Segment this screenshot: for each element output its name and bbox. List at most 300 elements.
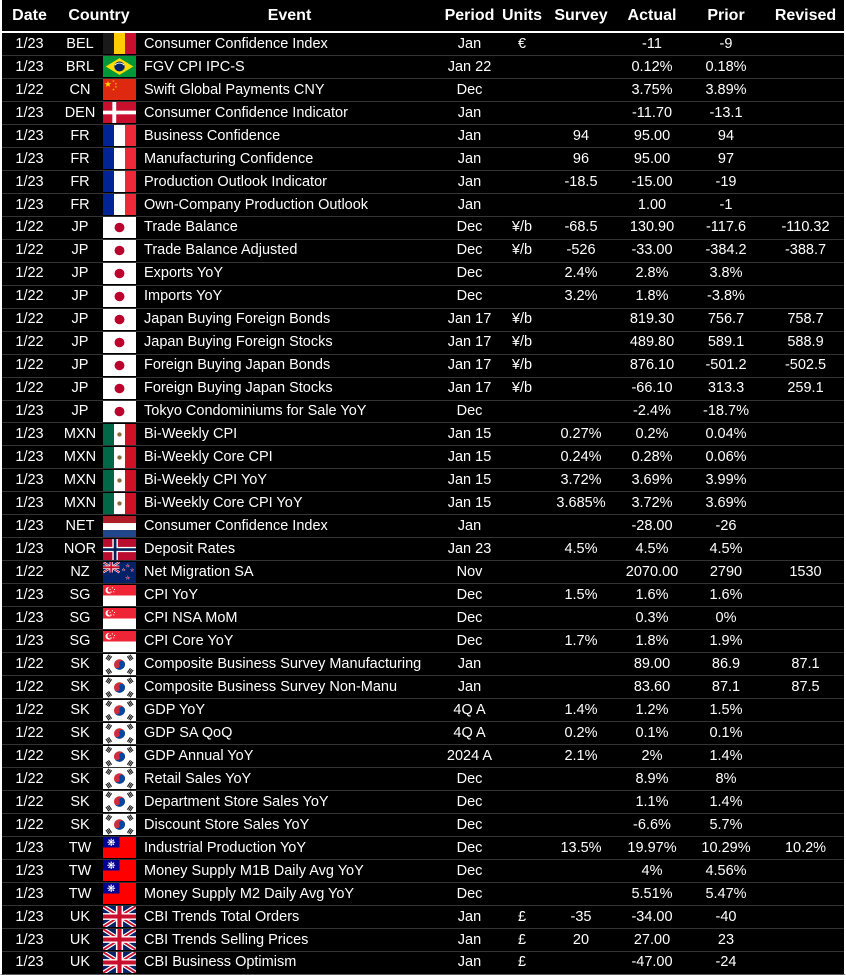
- prior-cell: -18.7%: [703, 403, 749, 420]
- event-cell: Composite Business Survey Non-Manu: [144, 678, 398, 695]
- event-cell: CBI Trends Selling Prices: [144, 931, 309, 948]
- flag-icon-jp: [103, 240, 141, 262]
- survey-cell: 0.24%: [560, 449, 602, 466]
- actual-cell: 2.8%: [635, 265, 669, 282]
- flag-icon-sk: [103, 768, 141, 790]
- column-header-country: Country: [68, 6, 130, 24]
- date-cell: 1/23: [15, 609, 44, 626]
- period-cell: Jan: [457, 35, 482, 52]
- event-cell: Money Supply M1B Daily Avg YoY: [144, 862, 364, 879]
- column-header-prior: Prior: [707, 6, 745, 24]
- country-code-cell: SG: [69, 586, 91, 603]
- date-cell: 1/22: [15, 816, 44, 833]
- prior-cell: 1.4%: [709, 747, 743, 764]
- column-header-event: Event: [267, 6, 312, 24]
- prior-cell: -24: [715, 954, 737, 971]
- prior-cell: -3.8%: [707, 288, 745, 305]
- table-row: [2, 78, 844, 101]
- country-code-cell: TW: [68, 885, 92, 902]
- flag-icon-nz: [103, 561, 141, 583]
- period-cell: Jan: [457, 104, 482, 121]
- table-row: [2, 308, 844, 331]
- flag-icon-mxn: [103, 446, 141, 468]
- period-cell: Dec: [456, 265, 483, 282]
- date-cell: 1/22: [15, 770, 44, 787]
- event-cell: CPI Core YoY: [144, 632, 234, 649]
- period-cell: Jan: [457, 173, 482, 190]
- actual-cell: -15.00: [631, 173, 673, 190]
- period-cell: Jan: [457, 954, 482, 971]
- table-row: [2, 193, 844, 216]
- event-cell: Foreign Buying Japan Stocks: [144, 380, 333, 397]
- country-code-cell: SK: [70, 655, 90, 672]
- actual-cell: 95.00: [633, 127, 671, 144]
- survey-cell: 3.2%: [564, 288, 598, 305]
- date-cell: 1/23: [15, 449, 44, 466]
- date-cell: 1/23: [15, 472, 44, 489]
- table-header-row: [2, 0, 844, 33]
- country-code-cell: SG: [69, 609, 91, 626]
- date-cell: 1/23: [15, 954, 44, 971]
- country-code-cell: FR: [70, 150, 90, 167]
- country-code-cell: SK: [70, 770, 90, 787]
- country-code-cell: UK: [69, 908, 91, 925]
- table-row: [2, 767, 844, 790]
- units-cell: €: [517, 35, 527, 52]
- table-row: [2, 468, 844, 491]
- table-row: [2, 514, 844, 537]
- table-row: [2, 377, 844, 400]
- date-cell: 1/23: [15, 931, 44, 948]
- column-header-actual: Actual: [627, 6, 677, 24]
- date-cell: 1/23: [15, 403, 44, 420]
- survey-cell: 2.1%: [564, 747, 598, 764]
- period-cell: Dec: [456, 81, 483, 98]
- prior-cell: 3.89%: [705, 81, 747, 98]
- actual-cell: -6.6%: [633, 816, 671, 833]
- prior-cell: -9: [719, 35, 733, 52]
- country-code-cell: UK: [69, 954, 91, 971]
- actual-cell: 4%: [641, 862, 663, 879]
- survey-cell: -526: [566, 242, 596, 259]
- event-cell: Bi-Weekly Core CPI: [144, 449, 273, 466]
- table-row: [2, 583, 844, 606]
- table-row: [2, 422, 844, 445]
- event-cell: Foreign Buying Japan Bonds: [144, 357, 331, 374]
- date-cell: 1/23: [15, 586, 44, 603]
- actual-cell: 1.6%: [635, 586, 669, 603]
- period-cell: Jan 17: [447, 380, 492, 397]
- actual-cell: 876.10: [629, 357, 675, 374]
- table-row: [2, 170, 844, 193]
- period-cell: 2024 A: [446, 747, 493, 764]
- actual-cell: 3.69%: [631, 472, 673, 489]
- period-cell: Dec: [456, 403, 483, 420]
- country-code-cell: NZ: [70, 564, 90, 581]
- period-cell: Jan 15: [447, 472, 492, 489]
- flag-icon-nor: [103, 538, 141, 560]
- event-cell: Bi-Weekly Core CPI YoY: [144, 495, 303, 512]
- table-row: [2, 859, 844, 882]
- flag-icon-jp: [103, 378, 141, 400]
- table-row: [2, 698, 844, 721]
- date-cell: 1/22: [15, 564, 44, 581]
- prior-cell: 3.8%: [709, 265, 743, 282]
- prior-cell: 97: [717, 150, 735, 167]
- event-cell: Consumer Confidence Index: [144, 35, 328, 52]
- survey-cell: -35: [570, 908, 592, 925]
- flag-icon-tw: [103, 837, 141, 859]
- actual-cell: 19.97%: [627, 839, 677, 856]
- units-cell: ¥/b: [511, 311, 533, 328]
- country-code-cell: MXN: [63, 426, 97, 443]
- prior-cell: 1.5%: [709, 701, 743, 718]
- table-row: [2, 147, 844, 170]
- survey-cell: 2.4%: [564, 265, 598, 282]
- column-header-date: Date: [12, 6, 47, 24]
- prior-cell: -1: [719, 196, 733, 213]
- date-cell: 1/23: [15, 196, 44, 213]
- prior-cell: 1.9%: [709, 632, 743, 649]
- table-row: [2, 629, 844, 652]
- event-cell: Own-Company Production Outlook: [144, 196, 369, 213]
- prior-cell: 94: [717, 127, 735, 144]
- country-code-cell: SK: [70, 701, 90, 718]
- actual-cell: 1.1%: [635, 793, 669, 810]
- event-cell: CPI NSA MoM: [144, 609, 238, 626]
- country-code-cell: NET: [65, 518, 95, 535]
- flag-icon-brl: [103, 56, 141, 78]
- flag-icon-uk: [103, 929, 141, 951]
- period-cell: Jan: [457, 150, 482, 167]
- actual-cell: 5.51%: [631, 885, 673, 902]
- country-code-cell: JP: [71, 219, 89, 236]
- event-cell: Deposit Rates: [144, 541, 236, 558]
- event-cell: Net Migration SA: [144, 564, 254, 581]
- flag-icon-sk: [103, 699, 141, 721]
- date-cell: 1/22: [15, 219, 44, 236]
- event-cell: Manufacturing Confidence: [144, 150, 314, 167]
- actual-cell: 89.00: [633, 655, 671, 672]
- actual-cell: 819.30: [629, 311, 675, 328]
- revised-cell: 87.1: [791, 655, 820, 672]
- period-cell: Dec: [456, 632, 483, 649]
- units-cell: ¥/b: [511, 357, 533, 374]
- period-cell: Jan 22: [447, 58, 492, 75]
- period-cell: Jan: [457, 678, 482, 695]
- flag-icon-sk: [103, 676, 141, 698]
- country-code-cell: BEL: [66, 35, 94, 52]
- actual-cell: -11.70: [631, 104, 673, 121]
- table-row: [2, 882, 844, 905]
- date-cell: 1/22: [15, 793, 44, 810]
- actual-cell: -66.10: [631, 380, 673, 397]
- country-code-cell: JP: [71, 357, 89, 374]
- period-cell: Nov: [456, 564, 483, 581]
- prior-cell: -384.2: [705, 242, 747, 259]
- revised-cell: 259.1: [787, 380, 824, 397]
- actual-cell: 2%: [641, 747, 663, 764]
- survey-cell: 96: [572, 150, 590, 167]
- flag-icon-sg: [103, 584, 141, 606]
- country-code-cell: BRL: [65, 58, 95, 75]
- table-row: [2, 951, 844, 974]
- survey-cell: 0.2%: [564, 724, 598, 741]
- survey-cell: 1.5%: [564, 586, 598, 603]
- actual-cell: 1.00: [637, 196, 667, 213]
- units-cell: ¥/b: [511, 219, 533, 236]
- period-cell: Jan 17: [447, 357, 492, 374]
- table-row: [2, 124, 844, 147]
- country-code-cell: CN: [69, 81, 91, 98]
- period-cell: Dec: [456, 885, 483, 902]
- table-row: [2, 445, 844, 468]
- table-row: [2, 400, 844, 423]
- prior-cell: 1.6%: [709, 586, 743, 603]
- period-cell: Jan: [457, 196, 482, 213]
- flag-icon-uk: [103, 952, 141, 974]
- survey-cell: -68.5: [564, 219, 598, 236]
- prior-cell: 87.1: [711, 678, 741, 695]
- prior-cell: -501.2: [705, 357, 747, 374]
- prior-cell: 0.04%: [705, 426, 747, 443]
- flag-icon-net: [103, 515, 141, 537]
- flag-icon-mxn: [103, 423, 141, 445]
- country-code-cell: JP: [71, 242, 89, 259]
- date-cell: 1/23: [15, 173, 44, 190]
- flag-icon-jp: [103, 332, 141, 354]
- flag-icon-jp: [103, 286, 141, 308]
- period-cell: Dec: [456, 586, 483, 603]
- actual-cell: 1.8%: [635, 288, 669, 305]
- prior-cell: -19: [715, 173, 737, 190]
- table-row: [2, 537, 844, 560]
- prior-cell: 0.06%: [705, 449, 747, 466]
- period-cell: Jan: [457, 655, 482, 672]
- event-cell: GDP SA QoQ: [144, 724, 233, 741]
- country-code-cell: SK: [70, 816, 90, 833]
- flag-icon-jp: [103, 217, 141, 239]
- flag-icon-fr: [103, 148, 141, 170]
- column-header-period: Period: [444, 6, 495, 24]
- period-cell: Dec: [456, 816, 483, 833]
- flag-icon-tw: [103, 860, 141, 882]
- country-code-cell: SK: [70, 793, 90, 810]
- event-cell: Tokyo Condominiums for Sale YoY: [144, 403, 367, 420]
- event-cell: Discount Store Sales YoY: [144, 816, 310, 833]
- prior-cell: 3.69%: [705, 495, 747, 512]
- country-code-cell: SK: [70, 747, 90, 764]
- prior-cell: -117.6: [705, 219, 747, 236]
- period-cell: Jan: [457, 518, 482, 535]
- survey-cell: 94: [572, 127, 590, 144]
- table-row: [2, 354, 844, 377]
- flag-icon-sk: [103, 653, 141, 675]
- actual-cell: -2.4%: [633, 403, 671, 420]
- flag-icon-sk: [103, 814, 141, 836]
- date-cell: 1/23: [15, 908, 44, 925]
- event-cell: Industrial Production YoY: [144, 839, 307, 856]
- event-cell: Trade Balance: [144, 219, 238, 236]
- date-cell: 1/22: [15, 701, 44, 718]
- date-cell: 1/22: [15, 334, 44, 351]
- period-cell: Jan: [457, 127, 482, 144]
- event-cell: GDP Annual YoY: [144, 747, 254, 764]
- period-cell: Dec: [456, 770, 483, 787]
- actual-cell: 0.1%: [635, 724, 669, 741]
- survey-cell: 4.5%: [564, 541, 598, 558]
- date-cell: 1/23: [15, 104, 44, 121]
- prior-cell: 0.18%: [705, 58, 747, 75]
- revised-cell: 1530: [789, 564, 822, 581]
- table-row: [2, 560, 844, 583]
- date-cell: 1/22: [15, 288, 44, 305]
- table-row: [2, 262, 844, 285]
- country-code-cell: NOR: [63, 541, 97, 558]
- prior-cell: -13.1: [709, 104, 743, 121]
- event-cell: CBI Trends Total Orders: [144, 908, 300, 925]
- country-code-cell: JP: [71, 288, 89, 305]
- country-code-cell: TW: [68, 862, 92, 879]
- revised-cell: -502.5: [784, 357, 827, 374]
- date-cell: 1/23: [15, 426, 44, 443]
- event-cell: Consumer Confidence Indicator: [144, 104, 348, 121]
- units-cell: ¥/b: [511, 380, 533, 397]
- actual-cell: -47.00: [631, 954, 673, 971]
- table-row: [2, 331, 844, 354]
- units-cell: £: [517, 908, 527, 925]
- flag-icon-jp: [103, 401, 141, 423]
- flag-icon-uk: [103, 906, 141, 928]
- period-cell: Jan: [457, 931, 482, 948]
- revised-cell: 10.2%: [784, 839, 827, 856]
- actual-cell: 0.28%: [631, 449, 673, 466]
- date-cell: 1/23: [15, 495, 44, 512]
- country-code-cell: DEN: [64, 104, 96, 121]
- event-cell: Bi-Weekly CPI: [144, 426, 238, 443]
- actual-cell: 0.12%: [631, 58, 673, 75]
- event-cell: Trade Balance Adjusted: [144, 242, 298, 259]
- country-code-cell: SG: [69, 632, 91, 649]
- country-code-cell: UK: [69, 931, 91, 948]
- prior-cell: 4.56%: [705, 862, 747, 879]
- period-cell: Jan: [457, 908, 482, 925]
- date-cell: 1/22: [15, 655, 44, 672]
- table-row: [2, 239, 844, 262]
- actual-cell: 95.00: [633, 150, 671, 167]
- actual-cell: -34.00: [631, 908, 673, 925]
- units-cell: £: [517, 954, 527, 971]
- event-cell: Money Supply M2 Daily Avg YoY: [144, 885, 355, 902]
- table-row: [2, 928, 844, 951]
- survey-cell: -18.5: [564, 173, 598, 190]
- country-code-cell: MXN: [63, 495, 97, 512]
- revised-cell: -110.32: [781, 219, 830, 236]
- actual-cell: 0.3%: [635, 609, 669, 626]
- date-cell: 1/23: [15, 518, 44, 535]
- prior-cell: 4.5%: [709, 541, 743, 558]
- survey-cell: 1.7%: [564, 632, 598, 649]
- actual-cell: 0.2%: [635, 426, 669, 443]
- date-cell: 1/22: [15, 242, 44, 259]
- units-cell: ¥/b: [511, 242, 533, 259]
- period-cell: Jan 15: [447, 495, 492, 512]
- prior-cell: 1.4%: [709, 793, 743, 810]
- actual-cell: 27.00: [633, 931, 671, 948]
- event-cell: GDP YoY: [144, 701, 206, 718]
- flag-icon-jp: [103, 355, 141, 377]
- actual-cell: 3.72%: [631, 495, 673, 512]
- table-row: [2, 836, 844, 859]
- flag-icon-tw: [103, 883, 141, 905]
- period-cell: Dec: [456, 793, 483, 810]
- country-code-cell: FR: [70, 196, 90, 213]
- survey-cell: 13.5%: [560, 839, 602, 856]
- table-row: [2, 675, 844, 698]
- event-cell: Japan Buying Foreign Bonds: [144, 311, 331, 328]
- event-cell: Composite Business Survey Manufacturing: [144, 655, 422, 672]
- flag-icon-den: [103, 102, 141, 124]
- country-code-cell: JP: [71, 334, 89, 351]
- period-cell: Dec: [456, 288, 483, 305]
- prior-cell: -26: [715, 518, 737, 535]
- country-code-cell: FR: [70, 127, 90, 144]
- event-cell: Exports YoY: [144, 265, 223, 282]
- date-cell: 1/22: [15, 747, 44, 764]
- flag-icon-sk: [103, 722, 141, 744]
- actual-cell: 3.75%: [631, 81, 673, 98]
- flag-icon-bel: [103, 33, 141, 55]
- actual-cell: -11: [642, 35, 662, 52]
- period-cell: Jan 17: [447, 334, 492, 351]
- event-cell: Swift Global Payments CNY: [144, 81, 325, 98]
- date-cell: 1/22: [15, 311, 44, 328]
- event-cell: Imports YoY: [144, 288, 223, 305]
- prior-cell: -40: [715, 908, 737, 925]
- period-cell: Jan 15: [447, 426, 492, 443]
- event-cell: Bi-Weekly CPI YoY: [144, 472, 268, 489]
- date-cell: 1/23: [15, 541, 44, 558]
- actual-cell: 130.90: [629, 219, 675, 236]
- period-cell: Dec: [456, 609, 483, 626]
- flag-icon-sk: [103, 791, 141, 813]
- date-cell: 1/23: [15, 632, 44, 649]
- table-row: [2, 905, 844, 928]
- flag-icon-jp: [103, 263, 141, 285]
- flag-icon-fr: [103, 125, 141, 147]
- date-cell: 1/22: [15, 678, 44, 695]
- revised-cell: -388.7: [784, 242, 827, 259]
- country-code-cell: SK: [70, 724, 90, 741]
- country-code-cell: MXN: [63, 449, 97, 466]
- period-cell: Dec: [456, 862, 483, 879]
- actual-cell: 489.80: [629, 334, 675, 351]
- prior-cell: 589.1: [707, 334, 745, 351]
- actual-cell: 2070.00: [625, 564, 679, 581]
- period-cell: Jan 23: [447, 541, 492, 558]
- country-code-cell: JP: [71, 403, 89, 420]
- actual-cell: 1.2%: [635, 701, 669, 718]
- revised-cell: 588.9: [787, 334, 824, 351]
- date-cell: 1/23: [15, 885, 44, 902]
- flag-icon-sg: [103, 630, 141, 652]
- prior-cell: 2790: [709, 564, 743, 581]
- actual-cell: 8.9%: [635, 770, 669, 787]
- date-cell: 1/22: [15, 81, 44, 98]
- event-cell: FGV CPI IPC-S: [144, 58, 245, 75]
- units-cell: ¥/b: [511, 334, 533, 351]
- table-row: [2, 285, 844, 308]
